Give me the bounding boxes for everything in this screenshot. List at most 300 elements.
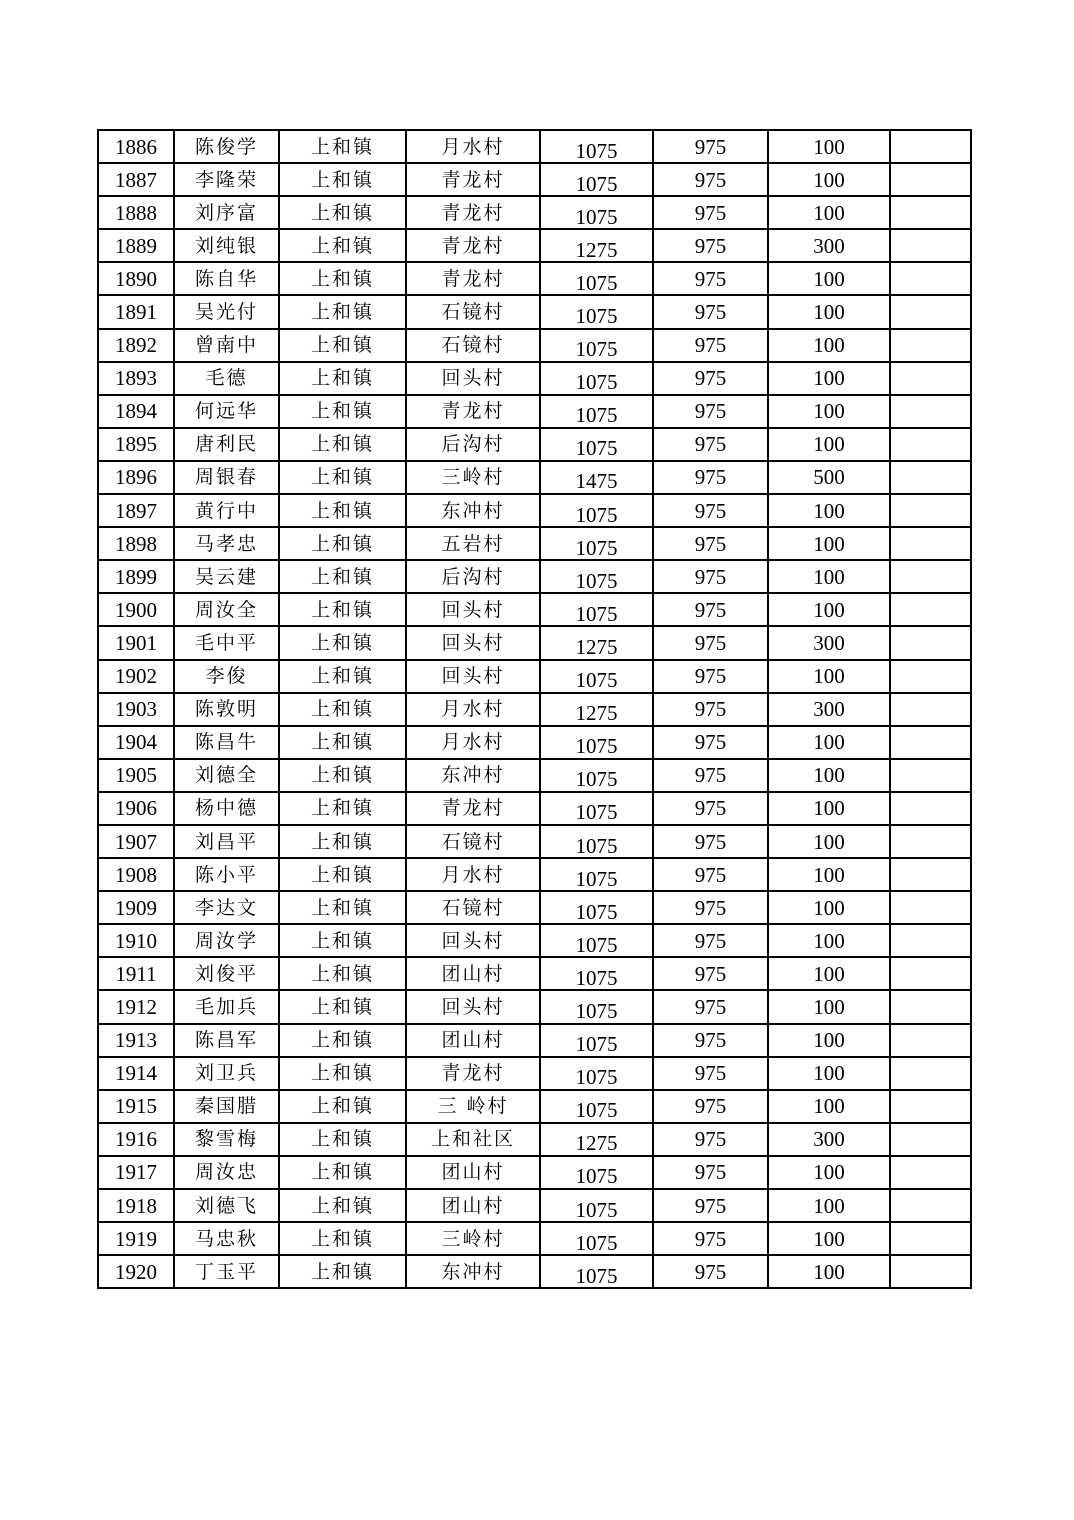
cell-village-text: 三岭村 (441, 1227, 505, 1250)
cell-base-amount-text: 975 (694, 1193, 727, 1218)
cell-extra-amount (768, 461, 890, 494)
cell-total-amount (540, 362, 653, 395)
cell-base-amount-text: 975 (694, 961, 727, 986)
cell-serial-number (98, 329, 174, 362)
table-row (98, 1222, 971, 1255)
cell-name (174, 527, 279, 560)
cell-total-amount (540, 1189, 653, 1222)
cell-village-text: 回头村 (441, 995, 505, 1018)
cell-total-amount (540, 262, 653, 295)
cell-town (279, 1057, 406, 1090)
cell-base-amount-text: 975 (694, 1094, 727, 1119)
cell-base-amount-text: 975 (694, 465, 727, 490)
cell-extra-amount-text: 300 (813, 233, 845, 258)
cell-town (279, 1123, 406, 1156)
cell-extra-amount (768, 726, 890, 759)
cell-note (890, 1222, 971, 1255)
cell-town (279, 1024, 406, 1057)
cell-base-amount (653, 1090, 768, 1123)
cell-total-amount-text: 1075 (575, 899, 618, 924)
cell-serial-number (98, 1189, 174, 1222)
cell-village-text: 石镜村 (441, 896, 505, 919)
cell-town-text: 上和镇 (310, 1227, 374, 1250)
cell-town (279, 1156, 406, 1189)
cell-town (279, 362, 406, 395)
cell-town (279, 693, 406, 726)
cell-total-amount-text: 1075 (575, 800, 618, 825)
cell-base-amount (653, 395, 768, 428)
cell-serial-number (98, 362, 174, 395)
cell-extra-amount-text: 100 (813, 1160, 845, 1185)
cell-base-amount (653, 1156, 768, 1189)
cell-extra-amount (768, 759, 890, 792)
cell-total-amount-text: 1075 (575, 1065, 618, 1090)
cell-base-amount (653, 428, 768, 461)
cell-name (174, 196, 279, 229)
cell-base-amount (653, 891, 768, 924)
cell-base-amount (653, 1123, 768, 1156)
cell-base-amount-text: 975 (694, 233, 727, 258)
cell-base-amount-text: 975 (694, 994, 727, 1019)
cell-note (890, 957, 971, 990)
cell-base-amount-text: 975 (694, 597, 727, 622)
cell-total-amount-text: 1075 (575, 1197, 618, 1222)
cell-town-text: 上和镇 (310, 201, 374, 224)
cell-total-amount-text: 1075 (575, 436, 618, 461)
table-row (98, 1090, 971, 1123)
cell-note (890, 130, 971, 163)
cell-serial-number-text: 1907 (115, 829, 157, 854)
table-body (98, 130, 971, 1288)
cell-village (406, 560, 540, 593)
cell-total-amount-text: 1275 (575, 1131, 618, 1156)
cell-note (890, 395, 971, 428)
cell-base-amount-text: 975 (694, 630, 727, 655)
cell-base-amount (653, 1255, 768, 1288)
cell-note (890, 891, 971, 924)
cell-name-text: 陈小平 (194, 863, 258, 886)
table-row (98, 1057, 971, 1090)
cell-town (279, 130, 406, 163)
cell-extra-amount (768, 527, 890, 560)
cell-serial-number (98, 626, 174, 659)
cell-extra-amount-text: 300 (813, 1127, 845, 1152)
cell-name-text: 陈敦明 (194, 698, 258, 721)
cell-note (890, 560, 971, 593)
cell-serial-number-text: 1897 (115, 498, 157, 523)
cell-name-text: 周汝全 (194, 598, 258, 621)
cell-town-text: 上和镇 (310, 665, 374, 688)
cell-extra-amount-text: 100 (813, 399, 845, 424)
cell-extra-amount-text: 100 (813, 300, 845, 325)
table-row (98, 461, 971, 494)
table-row (98, 660, 971, 693)
cell-total-amount (540, 858, 653, 891)
cell-village-text: 石镜村 (441, 830, 505, 853)
cell-name (174, 891, 279, 924)
cell-total-amount (540, 825, 653, 858)
cell-base-amount (653, 329, 768, 362)
cell-extra-amount (768, 130, 890, 163)
cell-serial-number-text: 1916 (115, 1127, 157, 1152)
cell-name (174, 262, 279, 295)
cell-total-amount (540, 759, 653, 792)
cell-serial-number-text: 1911 (115, 961, 157, 986)
cell-name (174, 1222, 279, 1255)
cell-village-text: 回头村 (441, 631, 505, 654)
cell-serial-number (98, 560, 174, 593)
cell-village (406, 1156, 540, 1189)
cell-village-text: 团山村 (441, 1161, 505, 1184)
cell-name-text: 周汝忠 (194, 1161, 258, 1184)
cell-total-amount-text: 1075 (575, 1164, 618, 1189)
cell-total-amount (540, 1024, 653, 1057)
cell-base-amount-text: 975 (694, 829, 727, 854)
cell-extra-amount-text: 100 (813, 895, 845, 920)
cell-base-amount (653, 461, 768, 494)
cell-name (174, 792, 279, 825)
cell-base-amount (653, 262, 768, 295)
cell-total-amount (540, 1090, 653, 1123)
cell-base-amount-text: 975 (694, 730, 727, 755)
cell-serial-number (98, 295, 174, 328)
cell-base-amount-text: 975 (694, 366, 727, 391)
cell-village (406, 1057, 540, 1090)
cell-town (279, 759, 406, 792)
cell-total-amount (540, 891, 653, 924)
cell-town-text: 上和镇 (310, 929, 374, 952)
cell-base-amount (653, 792, 768, 825)
cell-base-amount-text: 975 (694, 1028, 727, 1053)
cell-note (890, 362, 971, 395)
cell-serial-number (98, 924, 174, 957)
cell-note (890, 990, 971, 1023)
cell-base-amount (653, 163, 768, 196)
cell-name-text: 李俊 (205, 665, 248, 688)
cell-base-amount-text: 975 (694, 167, 727, 192)
cell-extra-amount-text: 300 (813, 630, 845, 655)
cell-name-text: 黄行中 (194, 499, 258, 522)
cell-village-text: 青龙村 (441, 400, 505, 423)
cell-note (890, 295, 971, 328)
cell-extra-amount-text: 500 (813, 465, 845, 490)
cell-total-amount-text: 1075 (575, 1098, 618, 1123)
cell-total-amount (540, 726, 653, 759)
cell-town-text: 上和镇 (310, 1260, 374, 1283)
cell-serial-number (98, 825, 174, 858)
table-row (98, 163, 971, 196)
cell-base-amount (653, 858, 768, 891)
cell-total-amount-text: 1075 (575, 1263, 618, 1288)
cell-note (890, 693, 971, 726)
cell-serial-number-text: 1892 (115, 333, 157, 358)
cell-extra-amount-text: 100 (813, 994, 845, 1019)
cell-village (406, 295, 540, 328)
cell-base-amount-text: 975 (694, 1259, 727, 1284)
table-row (98, 428, 971, 461)
cell-name-text: 杨中德 (194, 797, 258, 820)
cell-total-amount-text: 1075 (575, 502, 618, 527)
cell-base-amount-text: 975 (694, 928, 727, 953)
cell-extra-amount-text: 100 (813, 1193, 845, 1218)
table-row (98, 527, 971, 560)
cell-serial-number-text: 1917 (115, 1160, 157, 1185)
cell-total-amount (540, 990, 653, 1023)
cell-name (174, 461, 279, 494)
cell-village (406, 593, 540, 626)
cell-town-text: 上和镇 (310, 1128, 374, 1151)
cell-total-amount-text: 1075 (575, 535, 618, 560)
cell-serial-number-text: 1904 (115, 730, 157, 755)
cell-name (174, 593, 279, 626)
cell-village (406, 858, 540, 891)
cell-town-text: 上和镇 (310, 1194, 374, 1217)
cell-village-text: 月水村 (441, 863, 505, 886)
cell-total-amount-text: 1075 (575, 403, 618, 428)
cell-name (174, 329, 279, 362)
cell-village-text: 五岩村 (441, 532, 505, 555)
cell-town-text: 上和镇 (310, 598, 374, 621)
cell-total-amount (540, 1057, 653, 1090)
cell-extra-amount-text: 300 (813, 697, 845, 722)
cell-serial-number-text: 1909 (115, 895, 157, 920)
cell-base-amount-text: 975 (694, 895, 727, 920)
cell-total-amount (540, 593, 653, 626)
cell-village-text: 团山村 (441, 1194, 505, 1217)
cell-extra-amount (768, 825, 890, 858)
cell-town-text: 上和镇 (310, 168, 374, 191)
cell-total-amount-text: 1075 (575, 601, 618, 626)
cell-town-text: 上和镇 (310, 731, 374, 754)
cell-base-amount (653, 825, 768, 858)
cell-note (890, 428, 971, 461)
cell-village (406, 1024, 540, 1057)
cell-extra-amount (768, 1024, 890, 1057)
cell-base-amount-text: 975 (694, 564, 727, 589)
cell-town-text: 上和镇 (310, 367, 374, 390)
cell-serial-number (98, 1057, 174, 1090)
cell-note (890, 229, 971, 262)
cell-village-text: 青龙村 (441, 234, 505, 257)
cell-total-amount (540, 527, 653, 560)
cell-name (174, 428, 279, 461)
cell-name-text: 吴云建 (194, 565, 258, 588)
table-row (98, 1255, 971, 1288)
cell-base-amount-text: 975 (694, 1226, 727, 1251)
cell-town-text: 上和镇 (310, 234, 374, 257)
cell-name-text: 刘昌平 (194, 830, 258, 853)
cell-village-text: 石镜村 (441, 301, 505, 324)
cell-total-amount-text: 1075 (575, 767, 618, 792)
cell-total-amount-text: 1075 (575, 370, 618, 395)
cell-total-amount-text: 1075 (575, 204, 618, 229)
table-row (98, 1156, 971, 1189)
cell-note (890, 1123, 971, 1156)
cell-serial-number (98, 858, 174, 891)
cell-name (174, 1156, 279, 1189)
cell-town-text: 上和镇 (310, 995, 374, 1018)
cell-town-text: 上和镇 (310, 334, 374, 357)
cell-town-text: 上和镇 (310, 135, 374, 158)
table-row (98, 957, 971, 990)
cell-base-amount-text: 975 (694, 432, 727, 457)
cell-village (406, 1090, 540, 1123)
cell-serial-number-text: 1915 (115, 1094, 157, 1119)
cell-town (279, 229, 406, 262)
cell-note (890, 626, 971, 659)
cell-village (406, 428, 540, 461)
cell-town (279, 428, 406, 461)
cell-town-text: 上和镇 (310, 1029, 374, 1052)
cell-village-text: 团山村 (441, 1029, 505, 1052)
cell-extra-amount-text: 100 (813, 961, 845, 986)
table-row (98, 1123, 971, 1156)
cell-extra-amount-text: 100 (813, 763, 845, 788)
cell-serial-number (98, 163, 174, 196)
cell-total-amount (540, 395, 653, 428)
cell-serial-number (98, 759, 174, 792)
cell-name-text: 刘纯银 (194, 234, 258, 257)
cell-name (174, 1189, 279, 1222)
cell-extra-amount-text: 100 (813, 1226, 845, 1251)
cell-extra-amount (768, 660, 890, 693)
cell-total-amount-text: 1075 (575, 568, 618, 593)
cell-name-text: 陈自华 (194, 267, 258, 290)
cell-village (406, 957, 540, 990)
cell-extra-amount (768, 295, 890, 328)
cell-serial-number (98, 428, 174, 461)
cell-serial-number-text: 1893 (115, 366, 157, 391)
cell-name (174, 990, 279, 1023)
cell-base-amount-text: 975 (694, 1160, 727, 1185)
cell-extra-amount-text: 100 (813, 862, 845, 887)
cell-village (406, 395, 540, 428)
cell-village (406, 825, 540, 858)
cell-town-text: 上和镇 (310, 499, 374, 522)
cell-base-amount-text: 975 (694, 134, 727, 159)
cell-village-text: 团山村 (441, 962, 505, 985)
cell-town (279, 163, 406, 196)
cell-extra-amount (768, 1090, 890, 1123)
cell-town (279, 726, 406, 759)
cell-base-amount (653, 130, 768, 163)
cell-name (174, 494, 279, 527)
cell-name (174, 626, 279, 659)
cell-town (279, 1189, 406, 1222)
cell-serial-number-text: 1914 (115, 1061, 157, 1086)
cell-note (890, 792, 971, 825)
cell-village-text: 三岭村 (441, 466, 505, 489)
cell-name (174, 1057, 279, 1090)
cell-serial-number (98, 660, 174, 693)
cell-town (279, 891, 406, 924)
table-row (98, 924, 971, 957)
cell-town (279, 494, 406, 527)
cell-serial-number-text: 1900 (115, 597, 157, 622)
cell-note (890, 1156, 971, 1189)
cell-name-text: 马孝忠 (194, 532, 258, 555)
cell-base-amount (653, 362, 768, 395)
cell-name-text: 陈昌军 (194, 1029, 258, 1052)
cell-note (890, 660, 971, 693)
cell-base-amount-text: 975 (694, 862, 727, 887)
cell-extra-amount (768, 494, 890, 527)
cell-total-amount (540, 329, 653, 362)
cell-total-amount (540, 295, 653, 328)
cell-extra-amount-text: 100 (813, 730, 845, 755)
cell-village (406, 196, 540, 229)
table-row (98, 560, 971, 593)
cell-serial-number-text: 1890 (115, 266, 157, 291)
cell-serial-number (98, 1024, 174, 1057)
cell-village (406, 130, 540, 163)
cell-extra-amount-text: 100 (813, 366, 845, 391)
cell-village (406, 329, 540, 362)
cell-town (279, 792, 406, 825)
cell-extra-amount-text: 100 (813, 796, 845, 821)
cell-village (406, 494, 540, 527)
cell-name (174, 560, 279, 593)
cell-total-amount-text: 1075 (575, 1230, 618, 1255)
cell-extra-amount (768, 1189, 890, 1222)
cell-name (174, 957, 279, 990)
cell-total-amount-text: 1275 (575, 237, 618, 262)
cell-serial-number-text: 1888 (115, 200, 157, 225)
cell-town-text: 上和镇 (310, 301, 374, 324)
cell-name-text: 刘德飞 (194, 1194, 258, 1217)
cell-extra-amount-text: 100 (813, 1094, 845, 1119)
cell-total-amount (540, 560, 653, 593)
cell-extra-amount (768, 1057, 890, 1090)
cell-village-text: 上和社区 (430, 1128, 515, 1151)
cell-total-amount-text: 1075 (575, 270, 618, 295)
cell-total-amount-text: 1075 (575, 337, 618, 362)
cell-extra-amount (768, 858, 890, 891)
table-row (98, 891, 971, 924)
cell-extra-amount (768, 362, 890, 395)
cell-serial-number (98, 1156, 174, 1189)
cell-village-text: 青龙村 (441, 1062, 505, 1085)
cell-note (890, 759, 971, 792)
cell-name (174, 924, 279, 957)
cell-serial-number (98, 1222, 174, 1255)
cell-name (174, 1090, 279, 1123)
table-row (98, 1189, 971, 1222)
cell-town-text: 上和镇 (310, 863, 374, 886)
cell-name (174, 858, 279, 891)
cell-extra-amount (768, 924, 890, 957)
cell-town-text: 上和镇 (310, 698, 374, 721)
cell-extra-amount (768, 196, 890, 229)
cell-name-text: 李隆荣 (194, 168, 258, 191)
cell-town (279, 825, 406, 858)
cell-extra-amount (768, 990, 890, 1023)
cell-extra-amount-text: 100 (813, 597, 845, 622)
cell-base-amount (653, 494, 768, 527)
cell-town-text: 上和镇 (310, 565, 374, 588)
cell-town (279, 262, 406, 295)
cell-extra-amount (768, 262, 890, 295)
cell-name-text: 周汝学 (194, 929, 258, 952)
cell-serial-number-text: 1905 (115, 763, 157, 788)
cell-note (890, 329, 971, 362)
cell-name-text: 刘俊平 (194, 962, 258, 985)
cell-village (406, 693, 540, 726)
cell-note (890, 262, 971, 295)
cell-note (890, 1189, 971, 1222)
cell-extra-amount (768, 163, 890, 196)
cell-name-text: 毛加兵 (194, 995, 258, 1018)
